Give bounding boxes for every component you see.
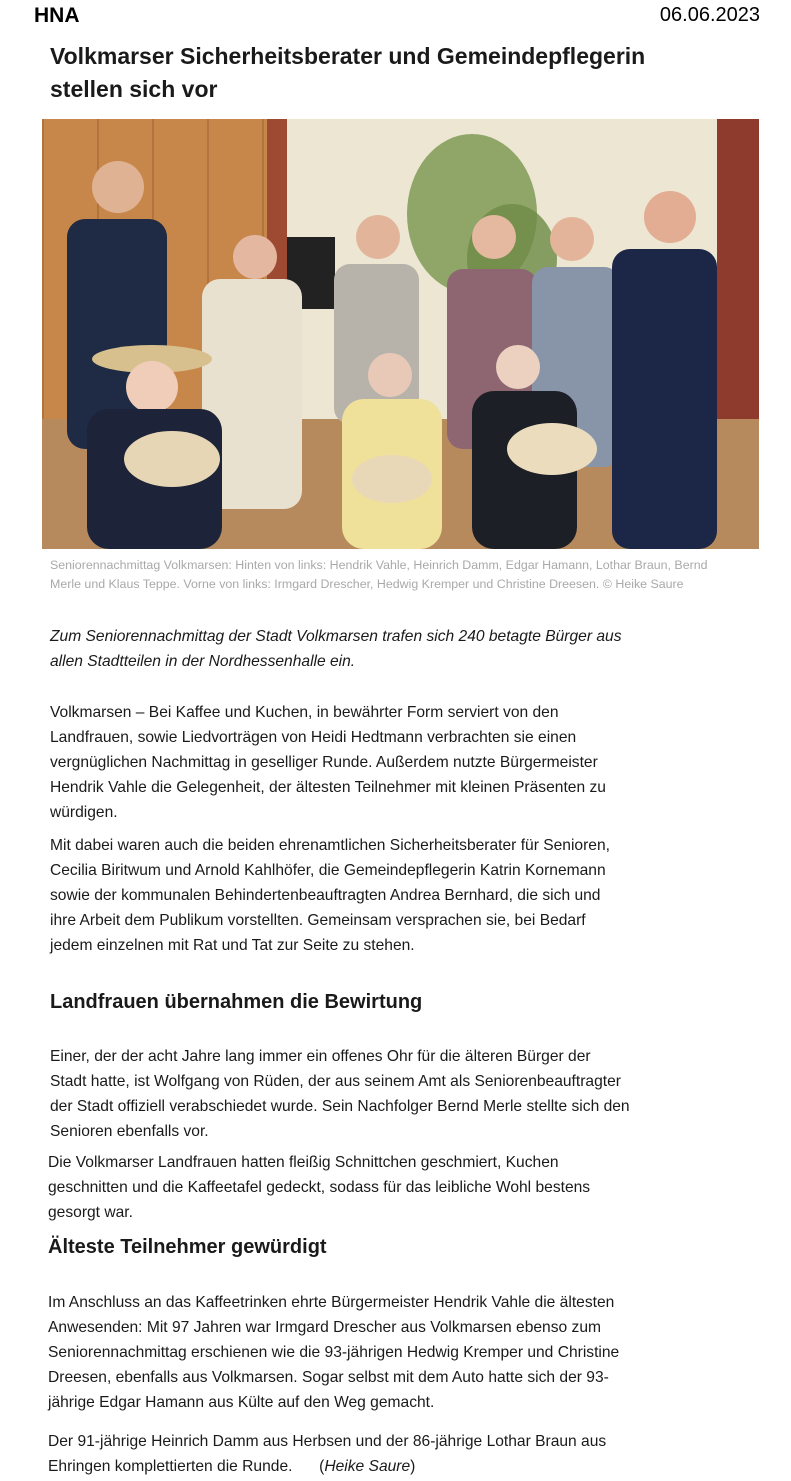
caption-line: Seniorennachmittag Volkmarsen: Hinten von links: Hendrik Vahle, Heinrich Damm, Edgar Hamann, Lothar Braun, Bernd [50, 558, 708, 572]
text-line: Anwesenden: Mit 97 Jahren war Irmgard Drescher aus Volkmarsen ebenso zum [48, 1319, 601, 1336]
author-signature: (Heike Saure) [319, 1458, 416, 1475]
body-paragraph-4 [48, 1150, 688, 1225]
text-line: Einer, der der acht Jahre lang immer ein offenes Ohr für die älteren Bürger der [50, 1048, 591, 1065]
headline-line: stellen sich vor [50, 76, 218, 102]
headline-line: Volkmarser Sicherheitsberater und Gemeindepflegerin [50, 43, 646, 69]
text-line: Stadt hatte, ist Wolfgang von Rüden, der aus seinem Amt als Seniorenbeauftragter [50, 1073, 621, 1090]
text-line: ihre Arbeit dem Publikum vorstellten. Gemeinsam versprachen sie, bei Bedarf [50, 912, 586, 929]
photo-caption [50, 556, 750, 594]
text-line: würdigen. [50, 804, 118, 821]
text-line: Dreesen, ebenfalls aus Volkmarsen. Sogar selbst mit dem Auto hatte sich der 93- [48, 1369, 609, 1386]
article-headline [50, 40, 730, 106]
subheading-aelteste: Älteste Teilnehmer gewürdigt [48, 1236, 327, 1258]
text-line: jedem einzelnen mit Rat und Tat zur Seite zu stehen. [50, 937, 415, 954]
author-name: Heike Saure [324, 1458, 411, 1475]
lead-line: allen Stadtteilen in der Nordhessenhalle ein. [50, 653, 356, 670]
text-line: Landfrauen, sowie Liedvorträgen von Heidi Hedtmann verbrachten sie einen [50, 729, 577, 746]
subheading-landfrauen: Landfrauen übernahmen die Bewirtung [50, 991, 423, 1013]
text-line: jährige Edgar Hamann aus Külte auf den Weg gemacht. [48, 1394, 435, 1411]
text-line: Cecilia Biritwum und Arnold Kahlhöfer, die Gemeindepflegerin Katrin Kornemann [50, 862, 606, 879]
lead-line: Zum Seniorennachmittag der Stadt Volkmarsen trafen sich 240 betagte Bürger aus [50, 628, 622, 645]
text-line: vergnüglichen Nachmittag in geselliger Runde. Außerdem nutzte Bürgermeister [50, 754, 598, 771]
text-line: Senioren ebenfalls vor. [50, 1123, 209, 1140]
text-line: Mit dabei waren auch die beiden ehrenamtlichen Sicherheitsberater für Senioren, [50, 837, 610, 854]
newspaper-brand: HNA [34, 4, 80, 27]
text-line: Volkmarsen – Bei Kaffee und Kuchen, in bewährter Form serviert von den [50, 704, 559, 721]
text-line: Der 91-jährige Heinrich Damm aus Herbsen und der 86-jährige Lothar Braun aus [48, 1433, 607, 1450]
article-lead [50, 624, 690, 674]
publication-date: 06.06.2023 [659, 4, 760, 26]
text-line [48, 1454, 688, 1479]
text-line: geschnitten und die Kaffeetafel gedeckt, sodass für das leibliche Wohl bestens [48, 1179, 591, 1196]
text-line: der Stadt offiziell verabschiedet wurde. Sein Nachfolger Bernd Merle stellte sich den [50, 1098, 630, 1115]
text-line: gesorgt war. [48, 1204, 133, 1221]
caption-line: Merle und Klaus Teppe. Vorne von links: Irmgard Drescher, Hedwig Kremper und Christine Dreesen. © Heike Saure [50, 577, 684, 591]
text-line: Hendrik Vahle die Gelegenheit, der ältesten Teilnehmer mit kleinen Präsenten zu [50, 779, 606, 796]
text-line: Seniorennachmittag erschienen wie die 93-jährigen Hedwig Kremper und Christine [48, 1344, 620, 1361]
article-photo [42, 119, 759, 549]
text-line: Im Anschluss an das Kaffeetrinken ehrte Bürgermeister Hendrik Vahle die ältesten [48, 1294, 615, 1311]
body-paragraph-5 [48, 1290, 688, 1415]
body-paragraph-3 [50, 1044, 690, 1144]
text-line: Die Volkmarser Landfrauen hatten fleißig Schnittchen geschmiert, Kuchen [48, 1154, 559, 1171]
text-segment: Ehringen komplettierten die Runde. [48, 1458, 293, 1475]
body-paragraph-6 [48, 1429, 688, 1479]
text-line: sowie der kommunalen Behindertenbeauftragten Andrea Bernhard, die sich und [50, 887, 601, 904]
body-paragraph-2 [50, 833, 690, 958]
body-paragraph-1 [50, 700, 690, 825]
group-photo-illustration [42, 119, 759, 549]
